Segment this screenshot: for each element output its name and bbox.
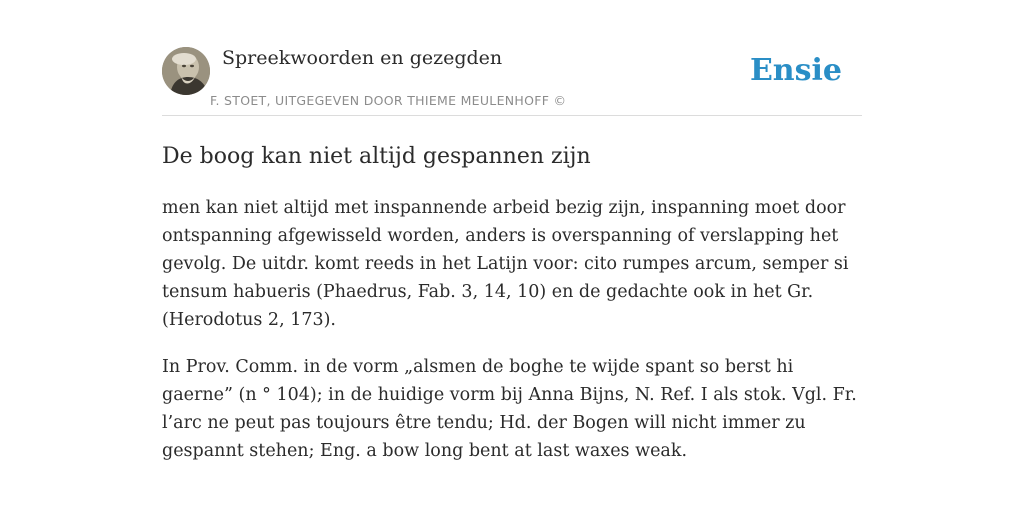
source-title[interactable]: Spreekwoorden en gezegden: [222, 47, 503, 69]
source-credit: F. STOET, UITGEGEVEN DOOR THIEME MEULENHOFF ©: [210, 93, 567, 108]
entry-paragraph-2: In Prov. Comm. in de vorm „alsmen de boghe te wijde spant so berst hi gaerne” (n ° 104); in de huidige vorm bij Anna Bijns, N. Ref. I als stok. Vgl. Fr. l’arc ne peut pas toujours être tendu; Hd. der Bogen will nicht immer zu gespannt stehen; Eng. a bow long bent at last waxes weak.: [162, 357, 857, 461]
author-portrait-icon: [162, 47, 210, 95]
source-header: [162, 46, 862, 116]
brand-logo[interactable]: Ensie: [749, 53, 842, 88]
entry-term: De boog kan niet altijd gespannen zijn: [162, 144, 591, 169]
entry-paragraph-1: men kan niet altijd met inspannende arbeid bezig zijn, inspanning moet door ontspanning afgewisseld worden, anders is overspanning of verslapping het gevolg. De uitdr. komt reeds in het Latijn voor: cito rumpes arcum, semper si tensum habueris (Phaedrus, Fab. 3, 14, 10) en de gedachte ook in het Gr. (Herodotus 2, 173).: [162, 198, 849, 330]
entry-card: [162, 46, 862, 483]
